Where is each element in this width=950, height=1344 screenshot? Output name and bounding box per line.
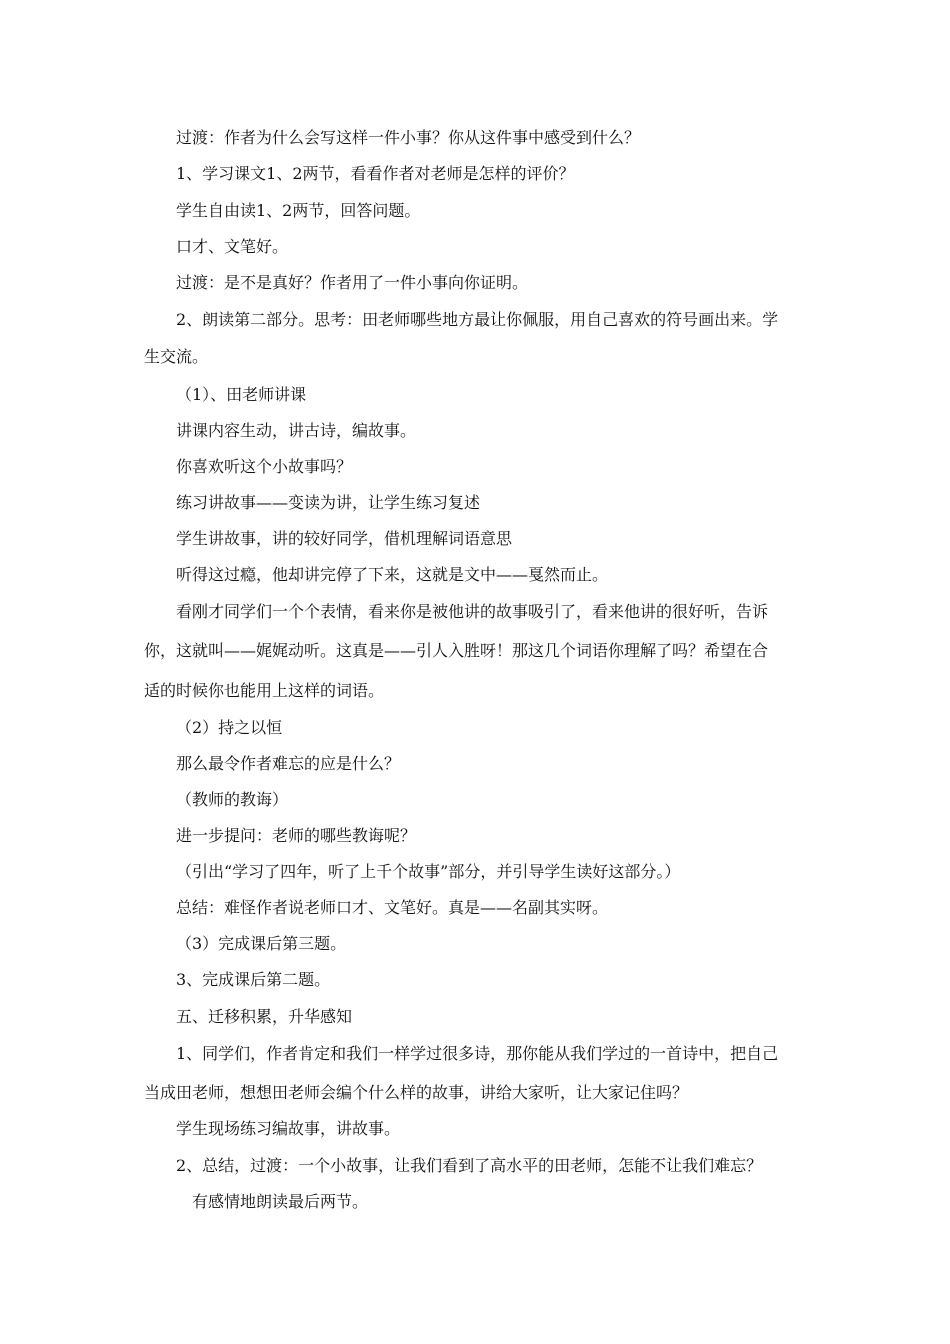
paragraph-line: 1、学习课文1、2两节，看看作者对老师是怎样的评价？ [176, 164, 575, 183]
paragraph-line: 讲课内容生动，讲古诗，编故事。 [176, 421, 417, 440]
paragraph-line: 学生现场练习编故事，讲故事。 [176, 1119, 401, 1138]
paragraph-line: 2、朗读第二部分。思考：田老师哪些地方最让你佩服，用自己喜欢的符号画出来。学 [176, 310, 779, 329]
paragraph-line: 当成田老师，想想田老师会编个什么样的故事，讲给大家听，让大家记住吗？ [144, 1083, 689, 1102]
paragraph-line: （2）持之以恒 [176, 718, 283, 737]
paragraph-line: 生交流。 [144, 347, 209, 366]
paragraph-line: 适的时候你也能用上这样的词语。 [144, 681, 385, 700]
paragraph-line: （1）、田老师讲课 [176, 385, 307, 404]
paragraph-line: 那么最令作者难忘的应是什么？ [176, 754, 401, 773]
paragraph-line: 学生自由读1、2两节，回答问题。 [176, 201, 421, 220]
paragraph-line: 听得这过瘾，他却讲完停了下来，这就是文中——戛然而止。 [176, 565, 609, 584]
paragraph-line: 2、总结，过渡：一个小故事，让我们看到了高水平的田老师，怎能不让我们难忘？ [176, 1156, 763, 1175]
paragraph-line: 有感情地朗读最后两节。 [192, 1192, 369, 1211]
paragraph-line: （引出“学习了四年，听了上千个故事”部分，并引导学生读好这部分。） [176, 862, 681, 881]
paragraph-line: （3）完成课后第三题。 [176, 934, 347, 953]
paragraph-line: 进一步提问：老师的哪些教诲呢？ [176, 826, 417, 845]
paragraph-line: 3、完成课后第二题。 [176, 970, 331, 989]
paragraph-line: 过渡：作者为什么会写这样一件小事？你从这件事中感受到什么？ [176, 128, 641, 147]
paragraph-line: 总结：难怪作者说老师口才、文笔好。真是——名副其实呀。 [176, 898, 609, 917]
paragraph-line: 1、同学们，作者肯定和我们一样学过很多诗，那你能从我们学过的一首诗中，把自己 [176, 1044, 779, 1063]
paragraph-line: 口才、文笔好。 [176, 237, 289, 256]
paragraph-line: 看刚才同学们一个个表情，看来你是被他讲的故事吸引了，看来他讲的很好听，告诉 [176, 602, 769, 621]
paragraph-line: 你喜欢听这个小故事吗？ [176, 457, 353, 476]
section-heading: 五、迁移积累，升华感知 [176, 1007, 353, 1026]
paragraph-line: 过渡：是不是真好？作者用了一件小事向你证明。 [176, 273, 529, 292]
paragraph-line: 你，这就叫——娓娓动听。这真是——引人入胜呀！那这几个词语你理解了吗？希望在合 [144, 641, 769, 660]
paragraph-line: （教师的教诲） [176, 790, 289, 809]
paragraph-line: 学生讲故事，讲的较好同学，借机理解词语意思 [176, 529, 513, 548]
paragraph-line: 练习讲故事——变读为讲，让学生练习复述 [176, 493, 481, 512]
